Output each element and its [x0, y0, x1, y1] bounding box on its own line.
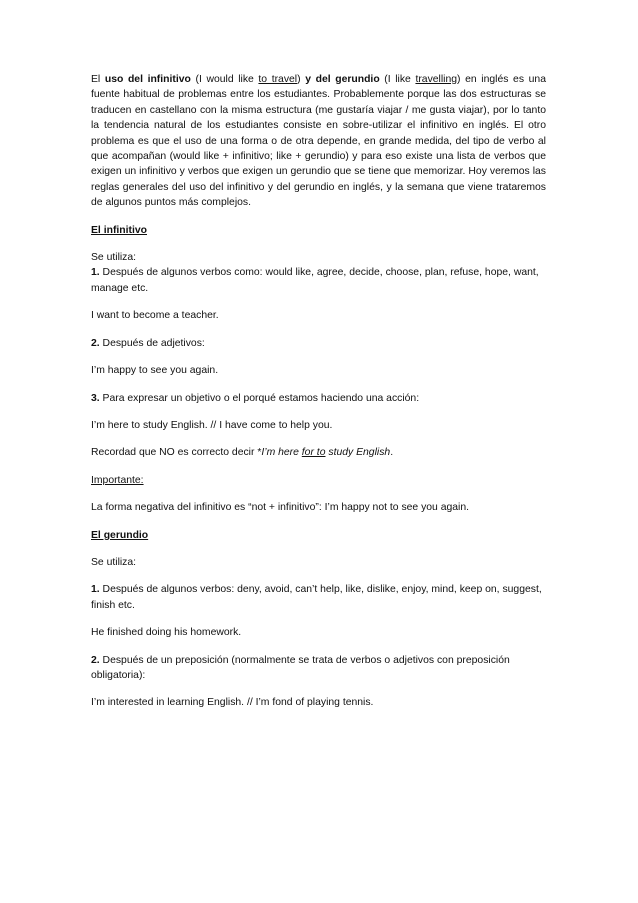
example-sentence: I’m here to study English. // I have come to help you. — [91, 419, 333, 431]
intro-text: ) en inglés es una fuente habitual de problemas entre los estudiantes. Probablemente porque las dos estructuras se traducen en castellano con la misma estructura (me gustaría viajar / me gusta viajar), por lo tanto la tendencia natural de los estudiantes consiste en sobre-utilizar el infinitivo en inglés. El otro problema es que el uso de una forma o de otra depende, en grande medida, del tipo de verbo al que acompañan (would like + infinitivo; like + gerundio) y para eso existe una lista de verbos que exigen un infinitivo y verbos que exigen un gerundio que se tiene que memorizar. Hoy veremos las reglas generales del uso del infinitivo y del gerundio en inglés, y la semana que viene trataremos de algunos puntos más complejos. — [91, 74, 546, 209]
example-sentence: I want to become a teacher. — [91, 310, 219, 322]
note-italic: study English — [325, 447, 391, 459]
section-heading-gerundio: El gerundio — [91, 529, 149, 541]
document-page — [91, 72, 546, 711]
intro-text: El — [91, 74, 105, 85]
intro-underline-travelling: travelling — [415, 74, 458, 85]
rule-text: Para expresar un objetivo o el porqué estamos haciendo una acción: — [99, 392, 420, 404]
rule-item — [91, 336, 546, 351]
importante-label: Importante: — [91, 474, 144, 486]
se-utiliza-label: Se utiliza: — [91, 252, 137, 264]
rule-number: 2. — [91, 337, 100, 349]
rule-text: Después de algunos verbos como: would like, agree, decide, choose, plan, refuse, hope, want, manage etc. — [91, 267, 539, 294]
example-sentence: He finished doing his homework. — [91, 627, 242, 639]
intro-bold-infinitivo: uso del infinitivo — [104, 74, 191, 85]
example-sentence: I’m interested in learning English. // I’m fond of playing tennis. — [91, 697, 374, 709]
intro-text: (I would like — [190, 74, 259, 85]
section-heading-infinitivo: El infinitivo — [91, 224, 147, 236]
rule-item — [91, 653, 546, 684]
rule-text: Después de un preposición (normalmente se trata de verbos o adjetivos con preposición obligatoria): — [91, 654, 510, 681]
rule-item — [91, 391, 546, 406]
example-sentence: I’m happy to see you again. — [91, 365, 219, 377]
rule-number: 1. — [91, 267, 100, 279]
note-text: Recordad que NO es correcto decir * — [91, 447, 262, 459]
rule-text: Después de adjetivos: — [99, 337, 205, 349]
intro-text: (I like — [379, 74, 416, 85]
rule-number: 1. — [91, 584, 100, 596]
note-italic-underlined: for to — [301, 447, 326, 459]
se-utiliza-label: Se utiliza: — [91, 556, 137, 568]
rule-number: 3. — [91, 392, 100, 404]
negativa-note: La forma negativa del infinitivo es “not + infinitivo”: I’m happy not to see you again. — [91, 502, 470, 514]
intro-paragraph — [91, 72, 546, 211]
intro-underline-to-travel: to travel — [258, 74, 298, 85]
note-italic: I’m here — [261, 447, 302, 459]
intro-bold-gerundio: y del gerundio — [305, 74, 380, 85]
rule-item — [91, 582, 546, 613]
rule-text: Después de algunos verbos: deny, avoid, can’t help, like, dislike, enjoy, mind, keep on, suggest, finish etc. — [91, 584, 542, 611]
rule-number: 2. — [91, 654, 100, 666]
rule-item — [91, 265, 546, 296]
recordad-note — [91, 445, 546, 460]
intro-text: ) — [297, 74, 306, 85]
note-text: . — [390, 447, 394, 459]
